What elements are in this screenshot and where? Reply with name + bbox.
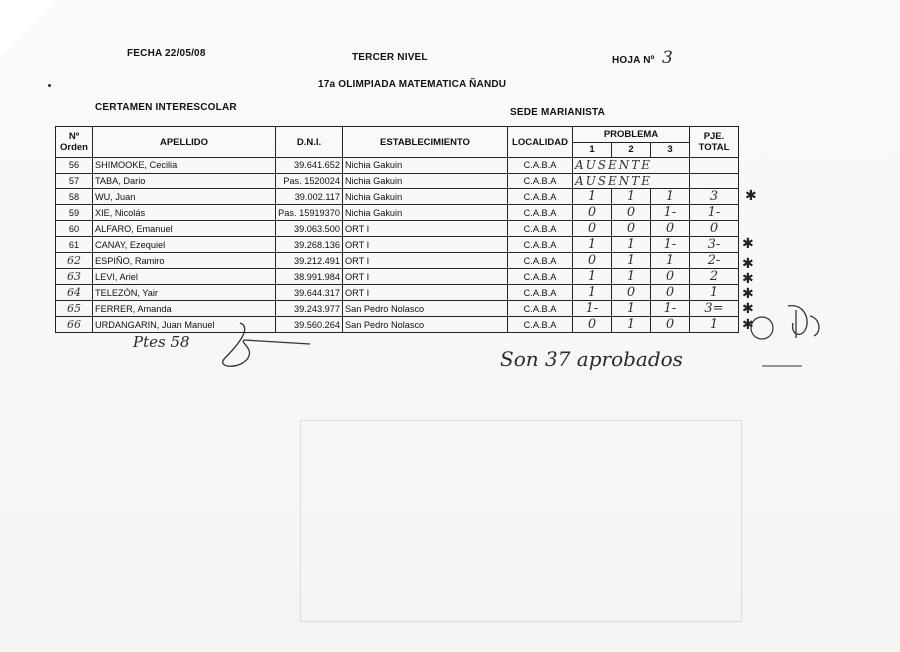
header-p2: 2: [612, 142, 651, 158]
cell-apellido: TABA, Dario: [93, 173, 276, 189]
cell-score-p1: 1: [573, 285, 612, 301]
cell-apellido: ESPIÑO, Ramiro: [93, 253, 276, 269]
cell-orden: 64: [56, 285, 93, 301]
cell-orden: 57: [56, 173, 93, 189]
results-table: [55, 126, 739, 333]
cell-establecimiento: Nichia Gakuin: [343, 205, 508, 221]
cell-localidad: C.A.B.A: [508, 285, 573, 301]
cell-total: 0: [690, 221, 739, 237]
cell-score-p3: 1-: [651, 301, 690, 317]
cell-localidad: C.A.B.A: [508, 269, 573, 285]
cell-dni: 39.644.317: [276, 285, 343, 301]
cell-score-p2: 1: [612, 317, 651, 333]
ink-dot: [48, 84, 51, 87]
cell-localidad: C.A.B.A: [508, 253, 573, 269]
cell-absent-note: AUSENTE: [573, 158, 690, 174]
cell-apellido: CANAY, Ezequiel: [93, 237, 276, 253]
table-row: [56, 317, 739, 333]
sheet-label: HOJA Nº: [612, 55, 655, 66]
cell-score-p1: 0: [573, 317, 612, 333]
header-orden-line1: Nº: [68, 131, 80, 143]
cell-absent-note: AUSENTE: [573, 173, 690, 189]
cell-score-p3: 1-: [651, 205, 690, 221]
header-problema: PROBLEMA: [573, 127, 690, 143]
table-row: [56, 173, 739, 189]
cell-score-p2: 1: [612, 269, 651, 285]
cell-score-p2: 1: [612, 253, 651, 269]
asterisk-mark: ✱: [742, 270, 754, 286]
cell-establecimiento: ORT I: [343, 269, 508, 285]
asterisk-mark: ✱: [742, 316, 754, 332]
folded-corner: [0, 0, 58, 58]
cell-orden: 58: [56, 189, 93, 205]
cell-score-p2: 1: [612, 301, 651, 317]
cell-orden: 65: [56, 301, 93, 317]
bleed-through: [300, 420, 742, 622]
venue-label: SEDE MARIANISTA: [510, 107, 606, 118]
cell-apellido: LEVI, Ariel: [93, 269, 276, 285]
cell-total: 1: [690, 317, 739, 333]
cell-score-p3: 0: [651, 269, 690, 285]
cell-establecimiento: ORT I: [343, 221, 508, 237]
cell-localidad: C.A.B.A: [508, 158, 573, 174]
cell-apellido: ALFARO, Emanuel: [93, 221, 276, 237]
cell-score-p2: 1: [612, 237, 651, 253]
signature-scribble: [210, 318, 320, 373]
cell-score-p1: 0: [573, 221, 612, 237]
cell-orden: 60: [56, 221, 93, 237]
cell-score-p2: 0: [612, 221, 651, 237]
table-row: [56, 221, 739, 237]
cell-score-p2: 0: [612, 205, 651, 221]
table-row: [56, 189, 739, 205]
olympiad-title: 17a OLIMPIADA MATEMATICA ÑANDU: [318, 79, 507, 90]
table-row: [56, 253, 739, 269]
cell-total: 1: [690, 285, 739, 301]
header-p1: 1: [573, 142, 612, 158]
cell-localidad: C.A.B.A: [508, 221, 573, 237]
cell-total: 3-: [690, 237, 739, 253]
cell-total: 1-: [690, 205, 739, 221]
underline-mark: [760, 360, 804, 372]
cell-apellido: URDANGARIN, Juan Manuel: [93, 317, 276, 333]
cell-localidad: C.A.B.A: [508, 173, 573, 189]
header-dni: D.N.I.: [276, 127, 343, 158]
cell-score-p2: 0: [612, 285, 651, 301]
signature-scribble: [748, 298, 828, 346]
cell-orden: 66: [56, 317, 93, 333]
cell-score-p1: 0: [573, 253, 612, 269]
cell-dni: 39.002.117: [276, 189, 343, 205]
level-label: TERCER NIVEL: [352, 52, 428, 63]
approved-note: Son 37 aprobados: [500, 347, 683, 371]
cell-score-p3: 0: [651, 285, 690, 301]
asterisk-mark: ✱: [742, 285, 754, 301]
cell-apellido: TELEZÓN, Yair: [93, 285, 276, 301]
cell-orden: 59: [56, 205, 93, 221]
cell-score-p3: 1-: [651, 237, 690, 253]
cell-establecimiento: Nichia Gakuin: [343, 189, 508, 205]
asterisk-mark: ✱: [742, 235, 754, 251]
cell-establecimiento: San Pedro Nolasco: [343, 301, 508, 317]
table-row: [56, 269, 739, 285]
asterisk-mark: ✱: [742, 300, 754, 316]
cell-localidad: C.A.B.A: [508, 205, 573, 221]
cell-apellido: FERRER, Amanda: [93, 301, 276, 317]
cell-apellido: WU, Juan: [93, 189, 276, 205]
cell-dni: 38.991.984: [276, 269, 343, 285]
cell-score-p2: 1: [612, 189, 651, 205]
cell-dni: 39.243.977: [276, 301, 343, 317]
cell-dni: 39.641.652: [276, 158, 343, 174]
cell-total: 3: [690, 189, 739, 205]
cell-dni: 39.063.500: [276, 221, 343, 237]
header-pje: [690, 127, 739, 158]
cell-orden: 56: [56, 158, 93, 174]
cell-total: 3=: [690, 301, 739, 317]
table-row: [56, 237, 739, 253]
cell-localidad: C.A.B.A: [508, 301, 573, 317]
cell-dni: 39.212.491: [276, 253, 343, 269]
asterisk-mark: ✱: [742, 255, 754, 271]
cell-score-p1: 1: [573, 237, 612, 253]
cell-score-p1: 1: [573, 189, 612, 205]
table-row: [56, 301, 739, 317]
header-pje-line1: PJE.: [703, 131, 725, 143]
cell-orden: 62: [56, 253, 93, 269]
cell-score-p3: 1: [651, 253, 690, 269]
header-pje-line2: TOTAL: [698, 142, 730, 154]
header-apellido: APELLIDO: [93, 127, 276, 158]
header-establecimiento: ESTABLECIMIENTO: [343, 127, 508, 158]
present-note: Ptes 58: [133, 333, 190, 351]
table-row: [56, 285, 739, 301]
cell-score-p1: 1-: [573, 301, 612, 317]
cell-dni: 39.560.264: [276, 317, 343, 333]
cell-total: 2: [690, 269, 739, 285]
cell-establecimiento: San Pedro Nolasco: [343, 317, 508, 333]
header-localidad: LOCALIDAD: [508, 127, 573, 158]
header-orden: [56, 127, 93, 158]
cell-score-p3: 0: [651, 317, 690, 333]
date-label: FECHA 22/05/08: [127, 48, 206, 59]
cell-score-p1: 1: [573, 269, 612, 285]
cell-establecimiento: ORT I: [343, 285, 508, 301]
contest-label: CERTAMEN INTERESCOLAR: [95, 102, 237, 113]
cell-dni: 39.268.136: [276, 237, 343, 253]
cell-total: 2-: [690, 253, 739, 269]
cell-score-p3: 1: [651, 189, 690, 205]
header-p3: 3: [651, 142, 690, 158]
cell-apellido: SHIMOOKE, Cecilia: [93, 158, 276, 174]
cell-establecimiento: Nichia Gakuin: [343, 173, 508, 189]
asterisk-mark: ✱: [745, 187, 757, 203]
table-row: [56, 158, 739, 174]
cell-localidad: C.A.B.A: [508, 237, 573, 253]
header-orden-line2: Orden: [60, 142, 88, 154]
cell-apellido: XIE, Nicolás: [93, 205, 276, 221]
results-body: [56, 158, 739, 333]
cell-establecimiento: ORT I: [343, 253, 508, 269]
cell-total: [690, 158, 739, 174]
cell-localidad: C.A.B.A: [508, 189, 573, 205]
cell-score-p1: 0: [573, 205, 612, 221]
cell-orden: 63: [56, 269, 93, 285]
cell-dni: Pas. 15919370: [276, 205, 343, 221]
cell-localidad: C.A.B.A: [508, 317, 573, 333]
cell-orden: 61: [56, 237, 93, 253]
cell-dni: Pas. 1520024: [276, 173, 343, 189]
cell-score-p3: 0: [651, 221, 690, 237]
cell-establecimiento: ORT I: [343, 237, 508, 253]
cell-total: [690, 173, 739, 189]
sheet-number: 3: [662, 48, 674, 68]
cell-establecimiento: Nichia Gakuin: [343, 158, 508, 174]
table-row: [56, 205, 739, 221]
